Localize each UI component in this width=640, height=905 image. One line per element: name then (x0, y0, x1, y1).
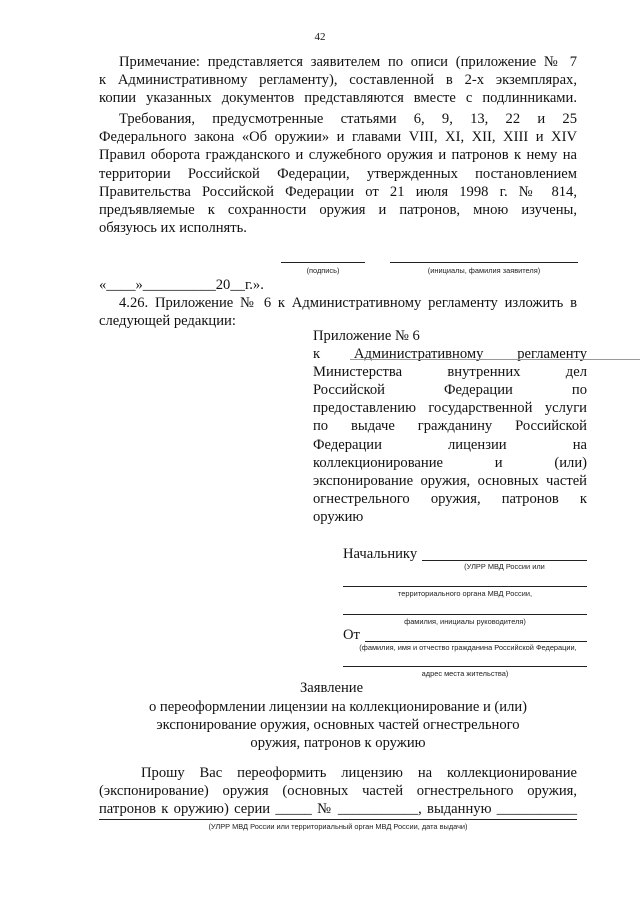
request-line: (экспонирование) оружия (основных частей огнестрельного оружия, (99, 783, 577, 800)
to-line-3 (343, 614, 587, 615)
request-line: Прошу Вас переоформить лицензию на коллекционирование (141, 765, 577, 781)
application-subtitle (99, 698, 577, 753)
req-line: территории Российской Федерации, утвержденных постановлением (99, 165, 577, 182)
req-line: предъявляемые к сохранности оружия и патронов, мною изучены, (99, 202, 577, 219)
application-title: Заявление (300, 680, 364, 696)
to-caption-3: фамилия, инициалы руководителя) (404, 617, 526, 626)
appendix-line: экспонирование оружия, основных частей (313, 472, 587, 489)
subtitle-line: экспонирование оружия, основных частей огнестрельного (156, 717, 520, 734)
initials-caption: (инициалы, фамилия заявителя) (427, 266, 541, 275)
request-line: патронов к оружию) серии _____ № ___________, выданную ___________ (99, 801, 577, 818)
initials-line (390, 262, 578, 263)
subtitle-line: о переоформлении лицензии на коллекционирование и (или) (148, 699, 528, 715)
appendix-line: к Административному регламенту (313, 346, 587, 363)
signature-line (281, 262, 365, 263)
from-caption-1: (фамилия, имя и отчество гражданина Российской Федерации, (359, 643, 577, 652)
note-line: Примечание: представляется заявителем по описи (приложение № 7 (119, 54, 577, 70)
fold-line (350, 359, 640, 360)
appendix-line: по выдаче гражданину Российской (313, 418, 587, 435)
appendix-line: коллекционирование и (или) (313, 454, 587, 471)
appendix-line: Федерации лицензии на (313, 436, 587, 453)
appendix-line: Российской Федерации по (313, 382, 587, 399)
req-line: обязуюсь их исполнять. (99, 220, 247, 237)
to-caption-1: (УЛРР МВД России или (464, 562, 545, 571)
item-paragraph (99, 294, 577, 330)
req-line: Правительства Российской Федерации от 21 июля 1998 г. № 814, (99, 183, 577, 200)
appendix-line: огнестрельного оружия, патронов к (313, 490, 587, 507)
item-line: следующей редакции: (99, 313, 236, 330)
request-paragraph (99, 764, 577, 819)
appendix-line: Приложение № 6 (313, 328, 420, 344)
to-label: Начальнику (343, 546, 418, 562)
from-caption-2: адрес места жительства) (421, 669, 509, 678)
issuer-line (99, 819, 577, 820)
appendix-line: предоставлению государственной услуги (313, 400, 587, 417)
appendix-block (313, 327, 587, 526)
date-line: «____»__________20__г.». (99, 277, 264, 293)
signature-caption: (подпись) (306, 266, 340, 275)
req-line: Правил оборота гражданского и служебного оружия и патронов к нему на (99, 147, 577, 164)
requirements-paragraph (99, 110, 577, 237)
to-line-2 (343, 586, 587, 587)
from-line-2 (343, 666, 587, 667)
from-line (365, 641, 587, 642)
from-label: От (343, 627, 360, 643)
appendix-line: Министерства внутренних дел (313, 364, 587, 381)
note-line: к Административному регламенту), составленной в 2-х экземплярах, (99, 72, 577, 89)
to-line (422, 560, 587, 561)
item-line: 4.26. Приложение № 6 к Административному регламенту изложить в (119, 295, 577, 311)
req-line: Требования, предусмотренные статьями 6, 9, 13, 22 и 25 (119, 111, 577, 127)
subtitle-line: оружия, патронов к оружию (250, 735, 426, 752)
to-caption-2: территориального органа МВД России, (397, 589, 533, 598)
issuer-caption: (УЛРР МВД России или территориальный орган МВД России, дата выдачи) (208, 822, 468, 831)
page-number: 42 (314, 31, 326, 43)
note-line: копии указанных документов представляются вместе с подлинниками. (99, 90, 577, 107)
note-paragraph (99, 53, 577, 108)
appendix-line: оружию (313, 508, 364, 525)
req-line: Федерального закона «Об оружии» и главами VIII, XI, XII, XIII и XIV (99, 129, 577, 146)
